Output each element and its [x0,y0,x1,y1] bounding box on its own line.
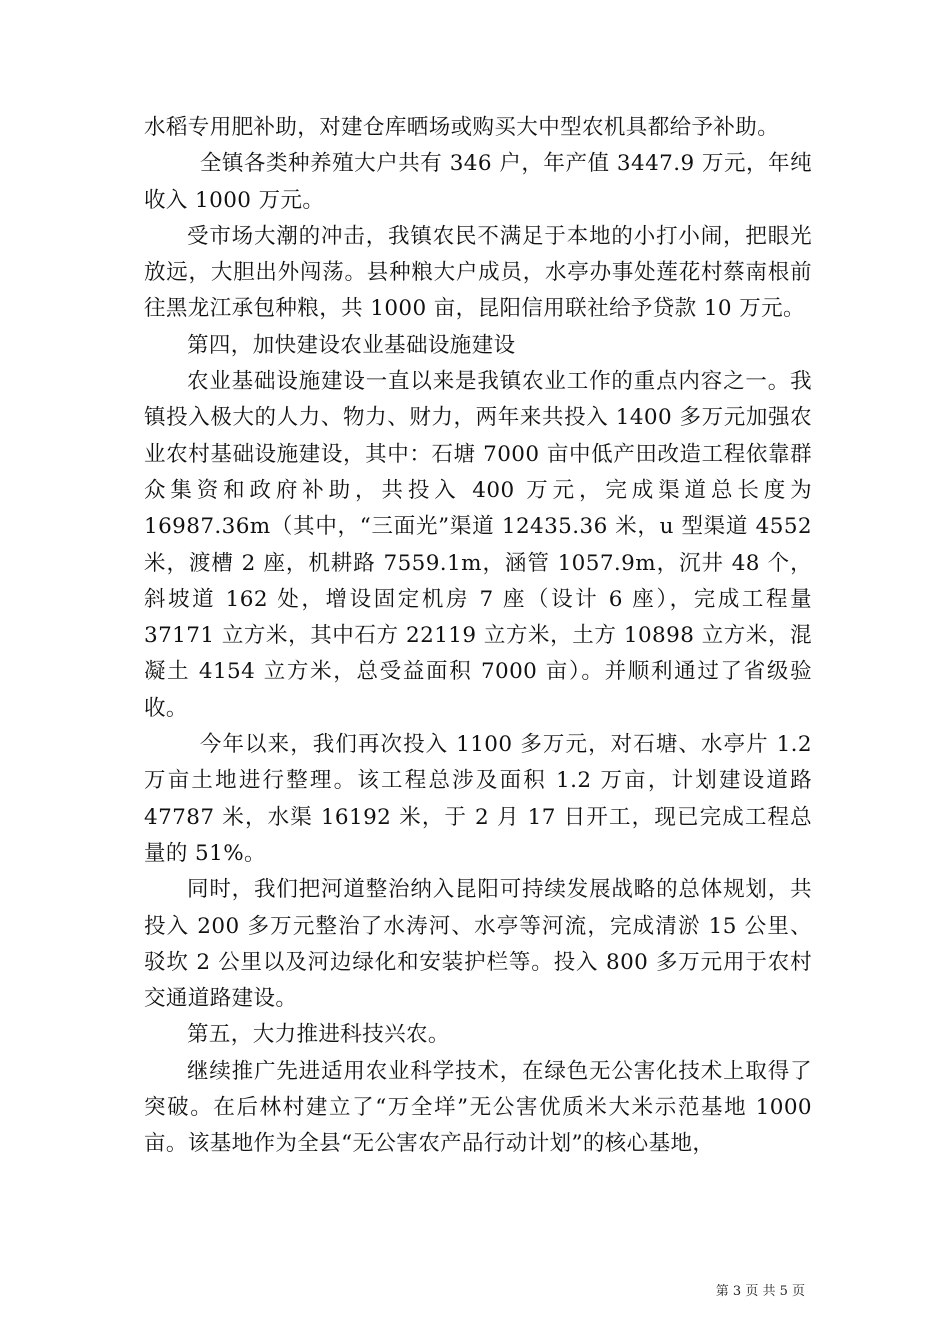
paragraph: 今年以来，我们再次投入 1100 多万元，对石塘、水亭片 1.2 万亩土地进行整理。该工程总涉及面积 1.2 万亩，计划建设道路 47787 米，水渠 16192 米，于 2 月 17 日开工，现已完成工程总量的 51%。 [144,732,812,866]
page-number: 第 3 页 共 5 页 [715,1284,805,1299]
section-heading: 第五，大力推进科技兴农。 [187,1022,450,1048]
paragraph: 继续推广先进适用农业科学技术，在绿色无公害化技术上取得了突破。在后林村建立了“万全垟”无公害优质米大米示范基地 1000 亩。该基地作为全县“无公害农产品行动计划”的核心基地， [144,1058,812,1157]
paragraph: 同时，我们把河道整治纳入昆阳可持续发展战略的总体规划，共投入 200 多万元整治了水涛河、水亭等河流，完成清淤 15 公里、驳坎 2 公里以及河边绿化和安装护栏等。投入 800 多万元用于农村交通道路建设。 [144,877,812,1012]
paragraph: 农业基础设施建设一直以来是我镇农业工作的重点内容之一。我镇投入极大的人力、物力、财力，两年来共投入 1400 多万元加强农业农村基础设施建设，其中：石塘 7000 亩中低产田改造工程依靠群众集资和政府补助，共投入 400 万元，完成渠道总长度为 16987.36m（其中，“三面光”渠道 12435.36 米，u 型渠道 4552 米，渡槽 2 座，机耕路 7559.1m，涵管 1057.9m，沉井 48 个，斜坡道 162 处，增设固定机房 7 座（设计 6 座），完成工程量 37171 立方米，其中石方 22119 立方米，土方 10898 立方米，混凝土 4154 立方米，总受益面积 7000 亩）。并顺利通过了省级验收。 [144,369,812,721]
document-body [144,110,812,1163]
paragraph: 受市场大潮的冲击，我镇农民不满足于本地的小打小闹，把眼光放远，大胆出外闯荡。县种粮大户成员，水亭办事处莲花村蔡南根前往黑龙江承包种粮，共 1000 亩，昆阳信用联社给予贷款 10 万元。 [144,223,812,322]
section-heading: 第四，加快建设农业基础设施建设 [187,332,516,358]
paragraph: 水稻专用肥补助，对建仓库晒场或购买大中型农机具都给予补助。 [144,115,780,140]
paragraph: 全镇各类种养殖大户共有 346 户，年产值 3447.9 万元，年纯收入 1000 万元。 [144,151,812,213]
